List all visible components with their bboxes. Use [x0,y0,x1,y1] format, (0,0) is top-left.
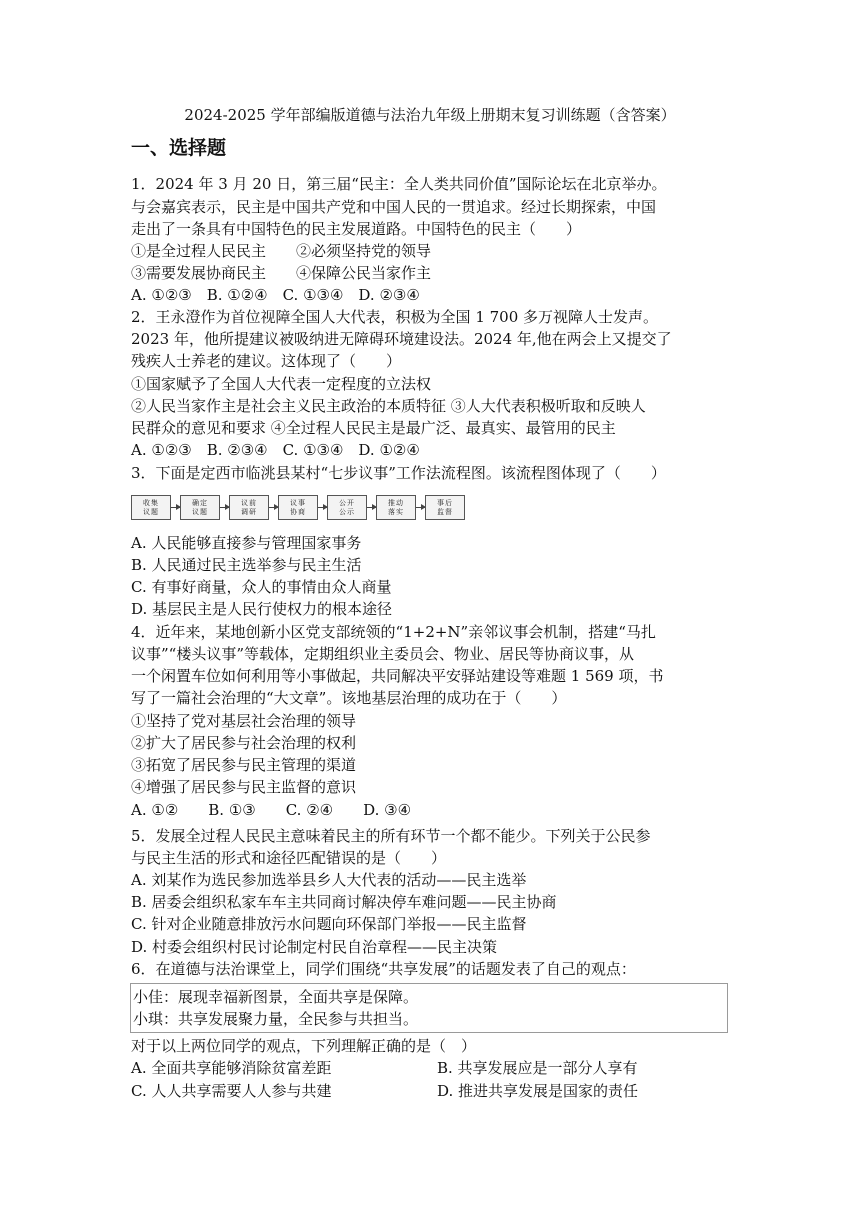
question-1-statement: ③需要发展协商民主 ④保障公民当家作主 [131,264,432,282]
question-3-stem: 3．下面是定西市临洮县某村“七步议事”工作法流程图。该流程图体现了（ ） [131,464,666,482]
question-6-option: D. 推进共享发展是国家的责任 [437,1082,639,1100]
question-2-statement: ①国家赋予了全国人大代表一定程度的立法权 [131,375,432,393]
arrow-right-icon [367,507,376,508]
question-3-option: A. 人民能够直接参与管理国家事务 [131,534,362,552]
question-5-option: D. 村委会组织村民讨论制定村民自治章程——民主决策 [131,938,498,956]
question-4-statement: ③拓宽了居民参与民主管理的渠道 [131,756,357,774]
question-6-option: B. 共享发展应是一部分人享有 [437,1059,638,1077]
question-6-question: 对于以上两位同学的观点，下列理解正确的是（ ） [131,1037,477,1055]
question-2-statement: 民群众的意见和要求 ④全过程人民民主是最广泛、最真实、最管用的民主 [131,419,616,437]
question-4-line: 议事”“楼头议事”等载体，定期组织业主委员会、物业、居民等协商议事，从 [131,645,635,663]
arrow-right-icon [416,507,425,508]
question-1-options: A. ①②③ B. ①②④ C. ①③④ D. ②③④ [131,286,420,304]
question-4-line: 4．近年来，某地创新小区党支部统领的“1+2+N”亲邻议事会机制，搭建“马扎 [131,623,656,641]
question-6-option: C. 人人共享需要人人参与共建 [131,1082,332,1100]
question-4-statement: ④增强了居民参与民主监督的意识 [131,778,357,796]
question-5-option: C. 针对企业随意排放污水问题向环保部门举报——民主监督 [131,915,527,933]
question-3-option: D. 基层民主是人民行使权力的根本途径 [131,600,393,618]
question-5-option: B. 居委会组织私家车车主共同商讨解决停车难问题——民主协商 [131,893,557,911]
flow-step: 事后 监督 [425,495,465,520]
quote-line: 小琪：共享发展聚力量，全民参与共担当。 [133,1010,419,1028]
question-3-option: B. 人民通过民主选举参与民主生活 [131,556,362,574]
question-4-statement: ①坚持了党对基层社会治理的领导 [131,712,357,730]
flow-step: 确定 议题 [180,495,220,520]
question-2-options: A. ①②③ B. ②③④ C. ①③④ D. ①②④ [131,441,420,459]
question-2-line: 2023 年，他所提建议被吸纳进无障碍环境建设法。2024 年,他在两会上又提交了 [131,330,672,348]
document-title: 2024-2025 学年部编版道德与法治九年级上册期末复习训练题（含答案） [184,106,676,124]
question-2-statement: ②人民当家作主是社会主义民主政治的本质特征 ③人大代表积极听取和反映人 [131,397,646,415]
quote-line: 小佳：展现幸福新图景，全面共享是保障。 [133,988,419,1006]
question-4-statement: ②扩大了居民参与社会治理的权利 [131,734,357,752]
arrow-right-icon [269,507,278,508]
arrow-right-icon [318,507,327,508]
question-1-line: 1．2024 年 3 月 20 日，第三届“民主：全人类共同价值”国际论坛在北京举办。 [131,175,667,193]
question-4-line: 一个闲置车位如何利用等小事做起，共同解决平安驿站建设等难题 1 569 项，书 [131,667,664,685]
flow-step: 推动 落实 [376,495,416,520]
flow-step: 议事 协商 [278,495,318,520]
question-6-stem: 6．在道德与法治课堂上，同学们围绕“共享发展”的话题发表了自己的观点： [131,960,636,978]
question-4-line: 写了一篇社会治理的“大文章”。该地基层治理的成功在于（ ） [131,689,567,707]
question-2-line: 2．王永澄作为首位视障全国人大代表，积极为全国 1 700 多万视障人士发声。 [131,308,659,326]
flow-step: 收集 议题 [131,495,171,520]
question-1-statement: ①是全过程人民民主 ②必须坚持党的领导 [131,242,432,260]
question-3-option: C. 有事好商量，众人的事情由众人商量 [131,578,392,596]
question-5-line: 与民主生活的形式和途径匹配错误的是（ ） [131,849,447,867]
question-5-option: A. 刘某作为选民参加选举县乡人大代表的活动——民主选举 [131,871,527,889]
question-1-line: 与会嘉宾表示，民主是中国共产党和中国人民的一贯追求。经过长期探索，中国 [131,198,657,216]
question-6-option: A. 全面共享能够消除贫富差距 [131,1059,332,1077]
flow-step: 议前 调研 [229,495,269,520]
flow-step: 公开 公示 [327,495,367,520]
question-2-line: 残疾人士养老的建议。这体现了（ ） [131,352,402,370]
question-5-line: 5．发展全过程人民民主意味着民主的所有环节一个都不能少。下列关于公民参 [131,827,651,845]
question-1-line: 走出了一条具有中国特色的民主发展道路。中国特色的民主（ ） [131,220,582,238]
arrow-right-icon [220,507,229,508]
section-heading: 一、选择题 [131,137,227,159]
question-4-options: A. ①② B. ①③ C. ②④ D. ③④ [131,801,412,819]
arrow-right-icon [171,507,180,508]
